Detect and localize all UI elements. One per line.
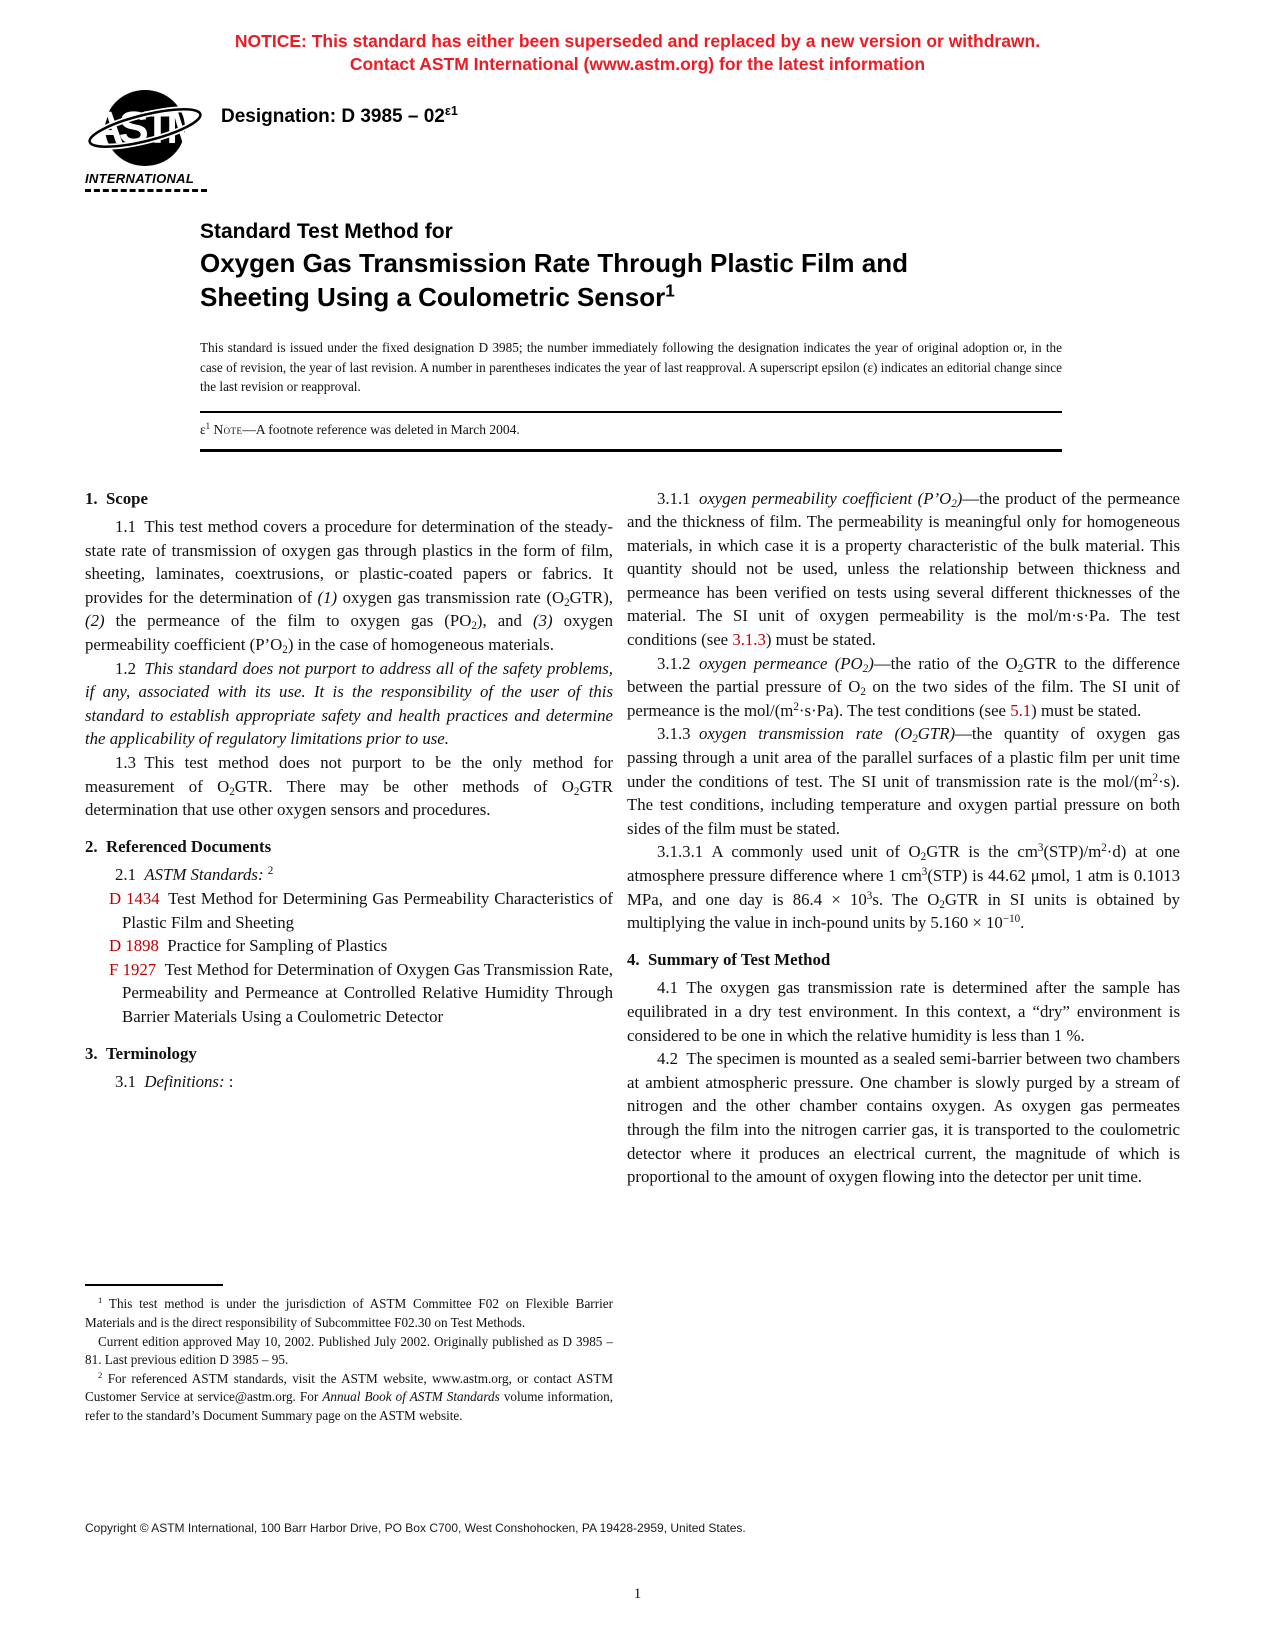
paragraph: 1.1 This test method covers a procedure for determination of the steady-state rate of transmission of oxygen gas through plastics in the form of film, sheeting, laminates, coextrusions, or plastic-coated papers or fabrics. It provides for the determination of (1) oxygen gas transmission rate $(O_2GTR)$, (2) the permeance of the film to oxygen gas $(PO_2)$, and (3) oxygen permeability coefficient $(P’O_2)$ in the case of homogeneous materials. [85, 517, 614, 656]
notice-line1: NOTICE: This standard has either been superseded and replaced by a new version or withdrawn. [234, 31, 1041, 51]
reference-item: F 1927 Test Method for Determination of Oxygen Gas Transmission Rate, Permeability and Permeance at Controlled Relative Humidity Through Barrier Materials Using a Coulometric Detector [109, 959, 613, 1026]
withdrawal-notice [0, 0, 1275, 76]
paragraph: 4.2 The specimen is mounted as a sealed semi-barrier between two chambers at ambient atmospheric pressure. One chamber is slowly purged by a stream of nitrogen and the other chamber contains oxygen. As oxygen gas permeates through the film into the nitrogen carrier gas, it is transported to the coulometric detector where it produces an electrical current, the magnitude of which is proportional to the amount of oxygen flowing into the detector per unit time. [627, 1049, 1180, 1187]
right-column-content [627, 487, 1180, 1189]
section-ref-link[interactable]: F 1927 [109, 959, 157, 979]
paragraph: 3.1.3 oxygen transmission rate $(O_2GTR)—the$ quantity of oxygen gas passing through a unit area of the parallel surfaces of a plastic film per unit time under the conditions of test. The SI unit of transmission rate is the mol/$(m^2\cdot s)$. The test conditions, including temperature and oxygen partial pressure on both sides of the film must be stated. [627, 724, 1180, 838]
footnote: $^2$ For referenced ASTM standards, visit the ASTM website, www.astm.org, or contact ASTM Customer Service at service@astm.org. For Annual Book of ASTM Standards volume information, refer to the standard’s Document Summary page on the ASTM website. [85, 1369, 613, 1423]
section-heading: 2. Referenced Documents [85, 836, 272, 856]
left-column [85, 474, 613, 1426]
paragraph: 3.1.1 oxygen permeability coefficient $(P’O_2)—the$ product of the permeance and the thickness of film. The permeability is meaningful only for homogeneous materials, in which case it is a property characteristic of the bulk material. This quantity should not be used, unless the relationship between thickness and permeance has been verified on tests using several different thicknesses of the material. The SI unit of oxygen permeability is the mol/m·s·Pa. The test conditions (see 3.1.3) must be stated. [627, 488, 1180, 650]
title-line1: Standard Test Method for [200, 220, 453, 243]
footnote: Current edition approved May 10, 2002. Published July 2002. Originally published as D 3985 – 81. Last previous edition D 3985 – 95. [85, 1333, 613, 1368]
right-column [627, 474, 1180, 1426]
section-heading: 3. Terminology [85, 1043, 197, 1063]
title-line3: Sheeting Using a Coulometric Sensor$^1$ [200, 280, 675, 312]
reference-item: D 1898 Practice for Sampling of Plastics [109, 936, 388, 956]
header [85, 88, 1275, 192]
section-ref-link[interactable]: D 1898 [109, 936, 159, 956]
title-line2: Oxygen Gas Transmission Rate Through Plastic Film and [200, 248, 908, 278]
reference-item: D 1434 Test Method for Determining Gas Permeability Characteristics of Plastic Film and Sheeting [109, 889, 613, 932]
paragraph: 1.2 This standard does not purport to address all of the safety problems, if any, associated with its use. It is the responsibility of the user of this standard to establish appropriate safety and health practices and determine the applicability of regulatory limitations prior to use. [85, 658, 613, 749]
section-heading: 1. Scope [85, 488, 148, 508]
paragraph: 3.1.3.1 A commonly used unit of $O_2GTR$ is the $cm^3(STP)/m^2\cdot d$) at one atmosphere pressure difference where 1 $cm^3(STP)$ is 44.62 μmol, 1 atm is 0.1013 MPa, and one day is $86.4 \times 10^3s$. The $O_2GTR$ in SI units is obtained by multiplying the value in inch-pound units by $5.160 \times 10^{-10}$. [627, 842, 1180, 933]
paragraph: 1.3 This test method does not purport to be the only method for measurement of $O_2GTR$. There may be other methods of $O_2GTR$ determination that use other oxygen sensors and procedures. [85, 753, 613, 820]
left-column-content [85, 474, 613, 1094]
body-columns [85, 474, 1180, 1426]
notice-line2: Contact ASTM International (www.astm.org) for the latest information [349, 54, 926, 74]
section-ref-link[interactable]: 5.1 [1010, 700, 1032, 720]
title-block [200, 218, 1062, 314]
footnote-separator [85, 1284, 223, 1286]
footnotes-content [85, 1295, 613, 1425]
designation: Designation: D $3985 - 02^{\varepsilon 1}$ [221, 104, 458, 127]
section-ref-link[interactable]: 3.1.3 [732, 630, 766, 650]
paragraph: 2.1 ASTM Standards: $^2$ [115, 865, 274, 885]
paragraph: 4.1 The oxygen gas transmission rate is determined after the sample has equilibrated in a dry test environment. In this context, a “dry” environment is considered to be one in which the relative humidity is less than 1 %. [627, 978, 1180, 1045]
astm-globe-icon [85, 88, 205, 170]
paragraph: 3.1.2 oxygen permeance $(PO_2)—the$ ratio of the $O_2GTR$ to the difference between the partial pressure of $O_2$ on the two sides of the film. The SI unit of permeance is the mol/$(m^2\cdot s\cdot Pa)$. The test conditions (see 5.1) must be stated. [627, 653, 1180, 720]
copyright-line: Copyright © ASTM International, 100 Barr Harbor Drive, PO Box C700, West Conshohocken, PA 19428-2959, United States. [85, 1521, 746, 1535]
section-heading: 4. Summary of Test Method [627, 949, 831, 969]
footnote: $^1$ This test method is under the jurisdiction of ASTM Committee F02 on Flexible Barrier Materials and is the direct responsibility of Subcommittee F02.30 on Test Methods. [85, 1295, 613, 1330]
paragraph: 3.1 Definitions: : [115, 1072, 234, 1092]
svg-text:ASTM: ASTM [91, 102, 199, 153]
issuing-paragraph: This standard is issued under the fixed designation D 3985; the number immediately following the designation indicates the year of original adoption or, in the case of revision, the year of last revision. A number in parentheses indicates the year of last reapproval. A superscript epsilon (ε) indicates an editorial change since the last revision or reapproval. [200, 340, 1062, 394]
footnotes [85, 1284, 613, 1425]
page-number: 1 [633, 1586, 642, 1602]
editorial-note: $\varepsilon^1$ Note—A footnote reference was deleted in March 2004. [200, 411, 1062, 452]
astm-logo [85, 88, 207, 192]
section-ref-link[interactable]: D 1434 [109, 889, 160, 908]
astm-logo-subtitle: INTERNATIONAL [85, 171, 207, 192]
